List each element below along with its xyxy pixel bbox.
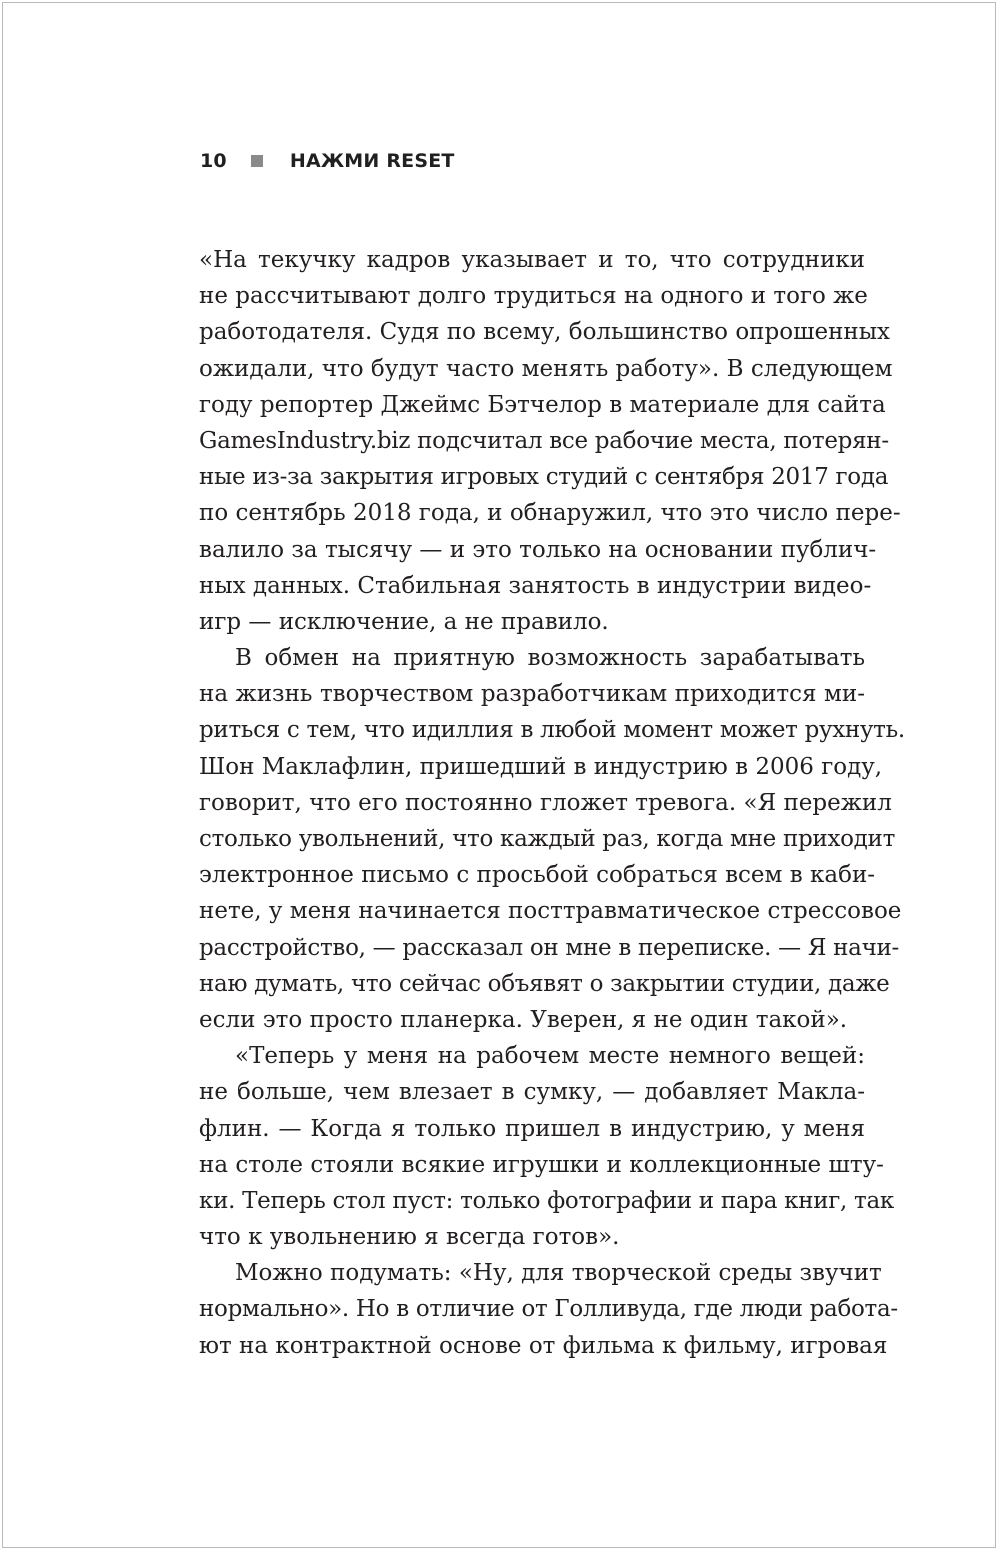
book-title: НАЖМИ RESET — [289, 150, 455, 172]
text-line: игр — исключение, а не правило. — [199, 608, 609, 635]
page — [2, 2, 996, 1548]
page-number: 10 — [200, 150, 227, 172]
text-line: ожидали, что будут часто менять работу». В следующем — [199, 355, 893, 382]
text-line: В обмен на приятную возможность зарабатывать — [235, 645, 865, 672]
text-line: если это просто планерка. Уверен, я не один такой». — [199, 1006, 848, 1033]
text-line: на столе стояли всякие игрушки и коллекционные шту- — [199, 1151, 884, 1178]
text-line: работодателя. Судя по всему, большинство опрошенных — [199, 319, 890, 346]
text-line: ют на контрактной основе от фильма к фильму, игровая — [199, 1332, 888, 1359]
paragraph — [199, 1255, 898, 1364]
paragraph — [199, 1038, 894, 1255]
text-line: не больше, чем влезает в сумку, — добавляет Макла- — [199, 1079, 865, 1106]
text-line: не рассчитывают долго трудиться на одного и того же — [199, 283, 868, 310]
text-line: нете, у меня начинается посттравматическое стрессовое — [199, 898, 902, 925]
text-line: Шон Маклафлин, пришедший в индустрию в 2006 году, — [199, 753, 883, 780]
text-line: по сентябрь 2018 года, и обнаружил, что это число пере- — [199, 500, 901, 527]
text-line: Можно подумать: «Ну, для творческой среды звучит — [235, 1260, 882, 1287]
text-line: ки. Теперь стол пуст: только фотографии и пара книг, так — [199, 1187, 894, 1214]
text-line: году репортер Джеймс Бэтчелор в материале для сайта — [199, 391, 886, 418]
text-line: нормально». Но в отличие от Голливуда, где люди работа- — [199, 1296, 898, 1323]
text-line: «Теперь у меня на рабочем месте немного вещей: — [235, 1043, 865, 1070]
text-line: электронное письмо с просьбой собраться всем в каби- — [199, 862, 876, 889]
text-line: на жизнь творчеством разработчикам приходится ми- — [199, 681, 865, 708]
text-line: говорит, что его постоянно гложет тревога. «Я пережил — [199, 789, 892, 816]
text-line: наю думать, что сейчас объявят о закрытии студии, даже — [199, 970, 890, 997]
text-line: риться с тем, что идиллия в любой момент может рухнуть. — [199, 717, 905, 744]
separator-square-icon — [251, 155, 263, 167]
text-line: «На текучку кадров указывает и то, что сотрудники — [199, 247, 865, 273]
text-line: что к увольнению я всегда готов». — [199, 1224, 620, 1251]
text-line: флин. — Когда я только пришел в индустрию, у меня — [199, 1115, 865, 1142]
text-line: GamesIndustry.biz подсчитал все рабочие места, потерян- — [199, 427, 889, 454]
paragraph — [199, 242, 901, 640]
running-head — [200, 149, 455, 173]
text-line: валило за тысячу — и это только на основании публич- — [199, 536, 877, 563]
text-line: ные из-за закрытия игровых студий с сентября 2017 года — [199, 464, 889, 491]
text-line: ных данных. Стабильная занятость в индустрии видео- — [199, 572, 872, 599]
text-line: расстройство, — рассказал он мне в переписке. — Я начи- — [199, 934, 899, 961]
body-text — [199, 242, 905, 1364]
paragraph — [199, 640, 905, 1038]
text-line: столько увольнений, что каждый раз, когда мне приходит — [199, 826, 895, 852]
